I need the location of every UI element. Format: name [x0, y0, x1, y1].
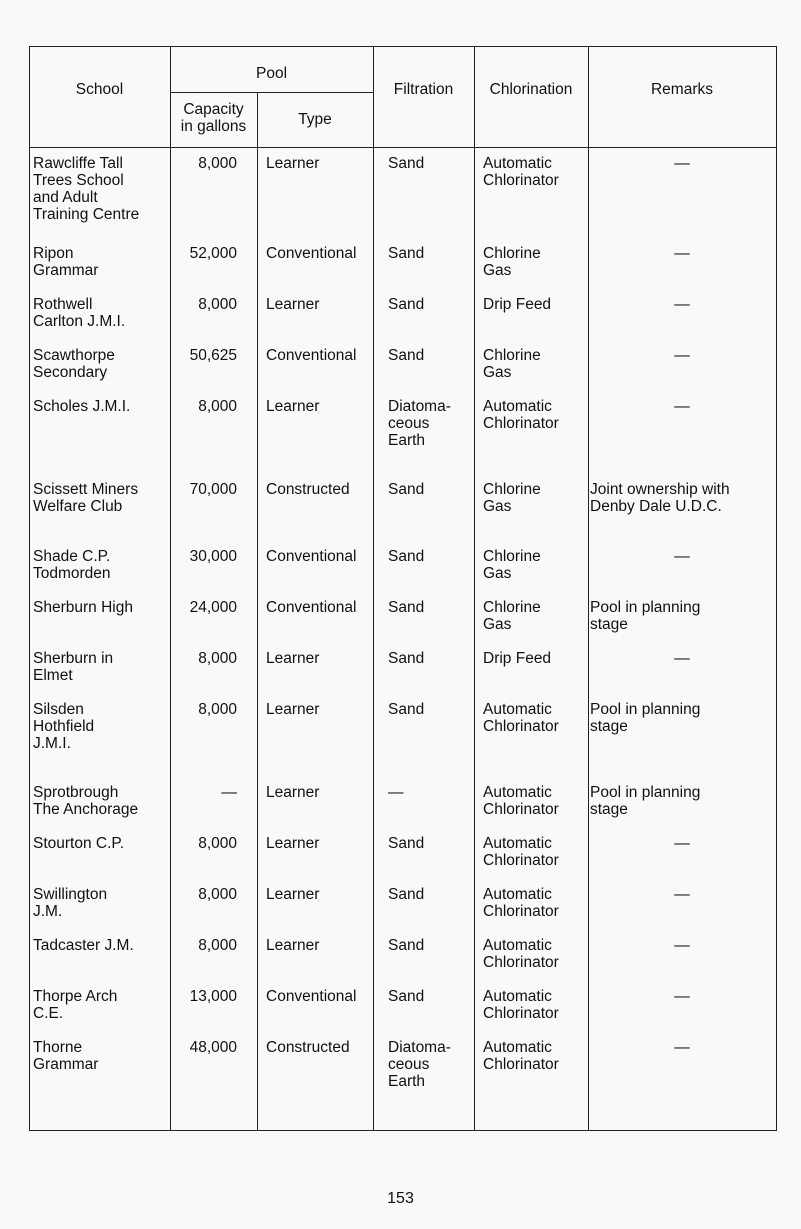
- pool-subheader-divider: [170, 92, 373, 93]
- cell-chlorination: Automatic Chlorinator: [483, 1039, 559, 1073]
- cell-filtration: Sand: [388, 347, 425, 364]
- cell-remarks: —: [674, 988, 690, 1005]
- cell-type: Conventional: [266, 988, 357, 1005]
- cell-type: Learner: [266, 155, 320, 172]
- cell-capacity: 52,000: [189, 245, 237, 262]
- cell-filtration: Sand: [388, 548, 425, 565]
- cell-remarks: —: [674, 155, 690, 172]
- cell-chlorination: Chlorine Gas: [483, 481, 541, 515]
- cell-remarks: —: [674, 937, 690, 954]
- cell-school: Thorne Grammar: [33, 1039, 99, 1073]
- table-left-border: [29, 46, 30, 1131]
- cell-chlorination: Automatic Chlorinator: [483, 701, 559, 735]
- cell-chlorination: Automatic Chlorinator: [483, 937, 559, 971]
- cell-type: Learner: [266, 650, 320, 667]
- cell-capacity: 8,000: [198, 155, 237, 172]
- cell-capacity: 70,000: [189, 481, 237, 498]
- cell-school: Tadcaster J.M.: [33, 937, 134, 954]
- cell-school: Rothwell Carlton J.M.I.: [33, 296, 126, 330]
- cell-capacity: 30,000: [189, 548, 237, 565]
- cell-remarks: —: [674, 1039, 690, 1056]
- cell-filtration: Diatoma- ceous Earth: [388, 398, 451, 449]
- cell-school: Sprotbrough The Anchorage: [33, 784, 139, 818]
- cell-remarks: —: [674, 347, 690, 364]
- cell-type: Learner: [266, 886, 320, 903]
- cell-capacity: 8,000: [198, 835, 237, 852]
- header-filtration: Filtration: [393, 81, 454, 98]
- header-school: School: [75, 81, 124, 98]
- cell-school: Scissett Miners Welfare Club: [33, 481, 139, 515]
- cell-school: Silsden Hothfield J.M.I.: [33, 701, 95, 752]
- cell-capacity: 48,000: [189, 1039, 237, 1056]
- cell-school: Scholes J.M.I.: [33, 398, 131, 415]
- cell-capacity: 50,625: [189, 347, 237, 364]
- cell-school: Thorpe Arch C.E.: [33, 988, 118, 1022]
- cell-chlorination: Automatic Chlorinator: [483, 886, 559, 920]
- cell-capacity: 8,000: [198, 398, 237, 415]
- cell-chlorination: Automatic Chlorinator: [483, 155, 559, 189]
- cell-remarks: —: [674, 650, 690, 667]
- cell-chlorination: Chlorine Gas: [483, 599, 541, 633]
- cell-chlorination: Automatic Chlorinator: [483, 988, 559, 1022]
- header-remarks: Remarks: [650, 81, 713, 98]
- cell-remarks: —: [674, 835, 690, 852]
- cell-filtration: Sand: [388, 937, 425, 954]
- cell-type: Constructed: [266, 481, 350, 498]
- cell-chlorination: Chlorine Gas: [483, 548, 541, 582]
- cell-chlorination: Automatic Chlorinator: [483, 398, 559, 432]
- cell-chlorination: Drip Feed: [483, 650, 552, 667]
- cell-remarks: Joint ownership with Denby Dale U.D.C.: [590, 481, 730, 515]
- cell-filtration: Sand: [388, 988, 425, 1005]
- cell-school: Rawcliffe Tall Trees School and Adult Training Centre: [33, 155, 140, 223]
- cell-type: Learner: [266, 398, 320, 415]
- cell-type: Conventional: [266, 245, 357, 262]
- cell-school: Stourton C.P.: [33, 835, 125, 852]
- cell-capacity: 8,000: [198, 886, 237, 903]
- cell-filtration: Sand: [388, 650, 425, 667]
- cell-school: Scawthorpe Secondary: [33, 347, 115, 381]
- cell-capacity: 8,000: [198, 650, 237, 667]
- table-top-border: [29, 46, 777, 47]
- cell-remarks: Pool in planning stage: [590, 784, 701, 818]
- header-type: Type: [298, 111, 332, 128]
- header-chlorination: Chlorination: [489, 81, 573, 98]
- cell-chlorination: Chlorine Gas: [483, 347, 541, 381]
- cell-school: Shade C.P. Todmorden: [33, 548, 111, 582]
- column-divider-capacity: [257, 92, 258, 1131]
- cell-capacity: 24,000: [189, 599, 237, 616]
- cell-filtration: Sand: [388, 245, 425, 262]
- cell-type: Learner: [266, 701, 320, 718]
- cell-filtration: Sand: [388, 599, 425, 616]
- column-divider-chlorination: [588, 46, 589, 1131]
- cell-filtration: —: [388, 784, 404, 801]
- cell-type: Conventional: [266, 599, 357, 616]
- cell-capacity: 13,000: [189, 988, 237, 1005]
- cell-type: Conventional: [266, 548, 357, 565]
- cell-chlorination: Drip Feed: [483, 296, 552, 313]
- cell-capacity: 8,000: [198, 701, 237, 718]
- cell-school: Ripon Grammar: [33, 245, 99, 279]
- cell-type: Learner: [266, 784, 320, 801]
- cell-filtration: Sand: [388, 481, 425, 498]
- cell-type: Conventional: [266, 347, 357, 364]
- cell-type: Learner: [266, 296, 320, 313]
- cell-remarks: —: [674, 296, 690, 313]
- cell-capacity: 8,000: [198, 296, 237, 313]
- cell-remarks: —: [674, 398, 690, 415]
- header-pool: Pool: [255, 65, 288, 82]
- cell-type: Learner: [266, 835, 320, 852]
- header-bottom-border: [29, 147, 777, 148]
- cell-filtration: Sand: [388, 886, 425, 903]
- cell-chlorination: Automatic Chlorinator: [483, 784, 559, 818]
- cell-type: Learner: [266, 937, 320, 954]
- cell-remarks: Pool in planning stage: [590, 599, 701, 633]
- cell-filtration: Sand: [388, 835, 425, 852]
- cell-remarks: —: [674, 245, 690, 262]
- cell-school: Sherburn High: [33, 599, 133, 616]
- cell-school: Sherburn in Elmet: [33, 650, 114, 684]
- cell-chlorination: Automatic Chlorinator: [483, 835, 559, 869]
- cell-remarks: Pool in planning stage: [590, 701, 701, 735]
- table-bottom-border: [29, 1130, 777, 1131]
- cell-remarks: —: [674, 886, 690, 903]
- cell-filtration: Sand: [388, 701, 425, 718]
- cell-type: Constructed: [266, 1039, 350, 1056]
- cell-capacity: —: [221, 784, 237, 801]
- column-divider-pool: [373, 46, 374, 1131]
- cell-chlorination: Chlorine Gas: [483, 245, 541, 279]
- column-divider-filtration: [474, 46, 475, 1131]
- cell-filtration: Diatoma- ceous Earth: [388, 1039, 451, 1090]
- cell-filtration: Sand: [388, 296, 425, 313]
- column-divider-school: [170, 46, 171, 1131]
- cell-school: Swillington J.M.: [33, 886, 108, 920]
- page-number: 153: [387, 1190, 414, 1207]
- header-capacity: Capacity in gallons: [180, 101, 247, 135]
- cell-filtration: Sand: [388, 155, 425, 172]
- table-right-border: [776, 46, 777, 1131]
- cell-capacity: 8,000: [198, 937, 237, 954]
- cell-remarks: —: [674, 548, 690, 565]
